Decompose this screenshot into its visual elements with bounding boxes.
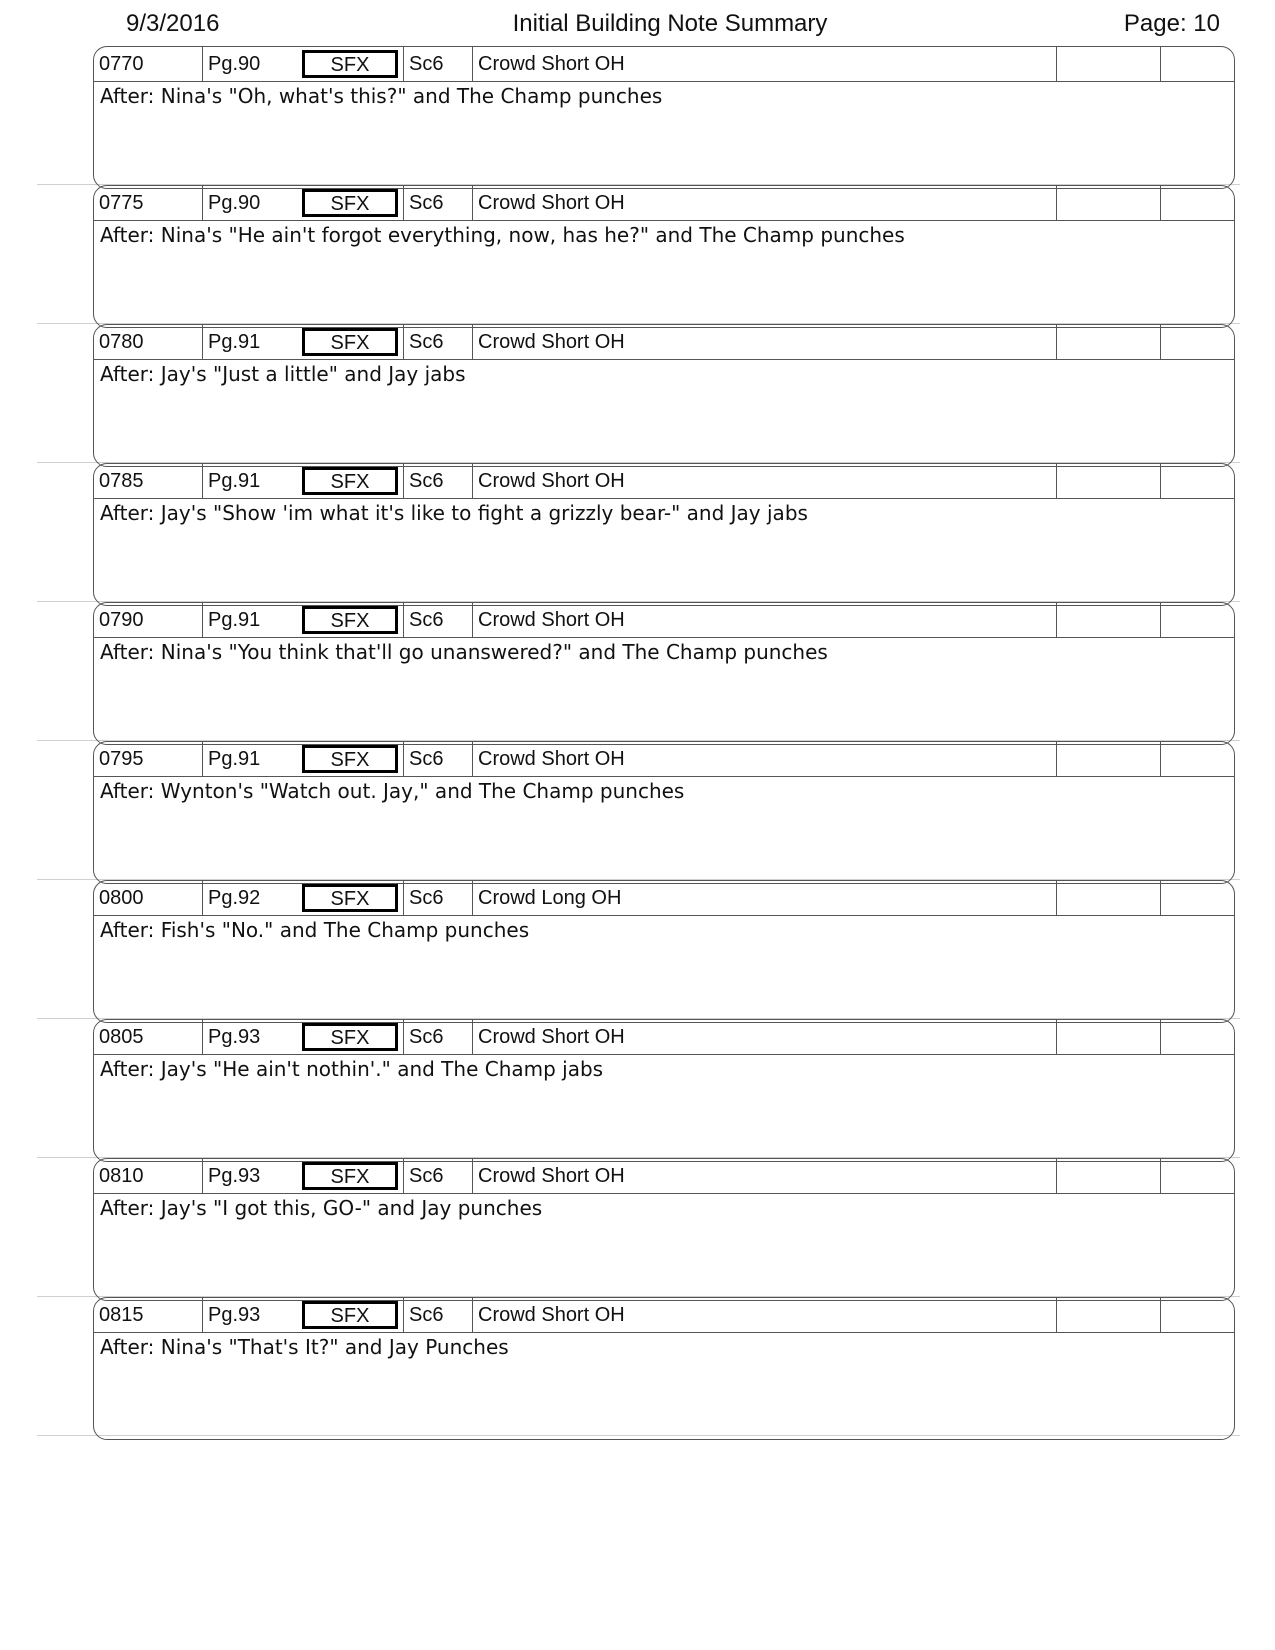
script-page: Pg.91 — [202, 464, 297, 498]
cue-note: After: Nina's "That's It?" and Jay Punches — [100, 1335, 509, 1359]
cue-description: Crowd Short OH — [472, 325, 1052, 359]
page-number: Page: 10 — [1123, 10, 1220, 37]
cue-description: Crowd Short OH — [472, 603, 1052, 637]
cue-description: Crowd Short OH — [472, 1020, 1052, 1054]
cue-note: After: Nina's "You think that'll go unanswered?" and The Champ punches — [100, 640, 828, 664]
scene-number: Sc6 — [403, 325, 467, 359]
empty-field — [1056, 881, 1160, 915]
empty-field — [1160, 186, 1235, 220]
scene-number: Sc6 — [403, 1020, 467, 1054]
cue-number: 0810 — [99, 1165, 144, 1187]
empty-field — [1056, 1159, 1160, 1193]
cue-description: Crowd Short OH — [472, 186, 1052, 220]
cue-note: After: Jay's "Just a little" and Jay jabs — [100, 362, 466, 386]
empty-field — [1160, 1159, 1235, 1193]
cue-type-badge: SFX — [302, 189, 398, 217]
cue-type-badge: SFX — [302, 467, 398, 495]
cue-type-badge: SFX — [302, 884, 398, 912]
empty-field — [1056, 47, 1160, 81]
note-entry — [93, 741, 1235, 884]
cue-note: After: Nina's "He ain't forgot everything, now, has he?" and The Champ punches — [100, 223, 905, 247]
entry-header-row — [94, 881, 1234, 916]
empty-field — [1056, 1020, 1160, 1054]
cue-number: 0790 — [99, 609, 144, 631]
scene-number: Sc6 — [403, 464, 467, 498]
cue-number: 0775 — [99, 192, 144, 214]
scene-number: Sc6 — [403, 742, 467, 776]
empty-field — [1160, 603, 1235, 637]
note-entry — [93, 46, 1235, 189]
entry-header-row — [94, 742, 1234, 777]
note-entry — [93, 324, 1235, 467]
cue-note: After: Jay's "I got this, GO-" and Jay punches — [100, 1196, 543, 1220]
script-page: Pg.90 — [202, 186, 297, 220]
entry-header-row — [94, 47, 1234, 82]
entry-header-row — [94, 603, 1234, 638]
empty-field — [1160, 742, 1235, 776]
report-title: Initial Building Note Summary — [512, 10, 828, 37]
empty-field — [1056, 186, 1160, 220]
script-page: Pg.92 — [202, 881, 297, 915]
cue-type-badge: SFX — [302, 745, 398, 773]
cue-number: 0815 — [99, 1304, 144, 1326]
scene-number: Sc6 — [403, 1298, 467, 1332]
cue-number: 0780 — [99, 331, 144, 353]
scene-number: Sc6 — [403, 603, 467, 637]
empty-field — [1056, 325, 1160, 359]
cue-description: Crowd Short OH — [472, 742, 1052, 776]
cue-number: 0770 — [99, 53, 144, 75]
empty-field — [1160, 47, 1235, 81]
cue-description: Crowd Short OH — [472, 464, 1052, 498]
note-entry — [93, 602, 1235, 745]
cue-description: Crowd Long OH — [472, 881, 1052, 915]
script-page: Pg.91 — [202, 603, 297, 637]
cue-type-badge: SFX — [302, 1023, 398, 1051]
script-page: Pg.93 — [202, 1020, 297, 1054]
cue-note: After: Jay's "Show 'im what it's like to fight a grizzly bear-" and Jay jabs — [100, 501, 808, 525]
cue-note: After: Fish's "No." and The Champ punches — [100, 918, 530, 942]
cue-description: Crowd Short OH — [472, 1298, 1052, 1332]
script-page: Pg.93 — [202, 1298, 297, 1332]
script-page: Pg.91 — [202, 325, 297, 359]
cue-type-badge: SFX — [302, 50, 398, 78]
entry-header-row — [94, 1298, 1234, 1333]
cue-type-badge: SFX — [302, 606, 398, 634]
cue-number: 0785 — [99, 470, 144, 492]
entry-header-row — [94, 1020, 1234, 1055]
cue-type-badge: SFX — [302, 1301, 398, 1329]
entry-header-row — [94, 464, 1234, 499]
empty-field — [1160, 464, 1235, 498]
cue-number: 0795 — [99, 748, 144, 770]
empty-field — [1160, 325, 1235, 359]
scene-number: Sc6 — [403, 186, 467, 220]
note-entry — [93, 463, 1235, 606]
entry-header-row — [94, 325, 1234, 360]
script-page: Pg.90 — [202, 47, 297, 81]
empty-field — [1160, 1298, 1235, 1332]
cue-number: 0800 — [99, 887, 144, 909]
entry-header-row — [94, 1159, 1234, 1194]
cue-number: 0805 — [99, 1026, 144, 1048]
note-entry — [93, 185, 1235, 328]
cue-note: After: Wynton's "Watch out. Jay," and The Champ punches — [100, 779, 685, 803]
empty-field — [1160, 881, 1235, 915]
scene-number: Sc6 — [403, 47, 467, 81]
note-entry — [93, 880, 1235, 1023]
empty-field — [1056, 603, 1160, 637]
cue-description: Crowd Short OH — [472, 47, 1052, 81]
script-page: Pg.91 — [202, 742, 297, 776]
cue-note: After: Jay's "He ain't nothin'." and The Champ jabs — [100, 1057, 604, 1081]
note-entry — [93, 1297, 1235, 1440]
cue-description: Crowd Short OH — [472, 1159, 1052, 1193]
empty-field — [1056, 464, 1160, 498]
cue-type-badge: SFX — [302, 328, 398, 356]
report-date: 9/3/2016 — [126, 10, 220, 37]
scene-number: Sc6 — [403, 881, 467, 915]
note-entry — [93, 1158, 1235, 1301]
note-entry — [93, 1019, 1235, 1162]
empty-field — [1056, 742, 1160, 776]
entry-header-row — [94, 186, 1234, 221]
scene-number: Sc6 — [403, 1159, 467, 1193]
script-page: Pg.93 — [202, 1159, 297, 1193]
cue-note: After: Nina's "Oh, what's this?" and The Champ punches — [100, 84, 663, 108]
empty-field — [1160, 1020, 1235, 1054]
cue-type-badge: SFX — [302, 1162, 398, 1190]
empty-field — [1056, 1298, 1160, 1332]
